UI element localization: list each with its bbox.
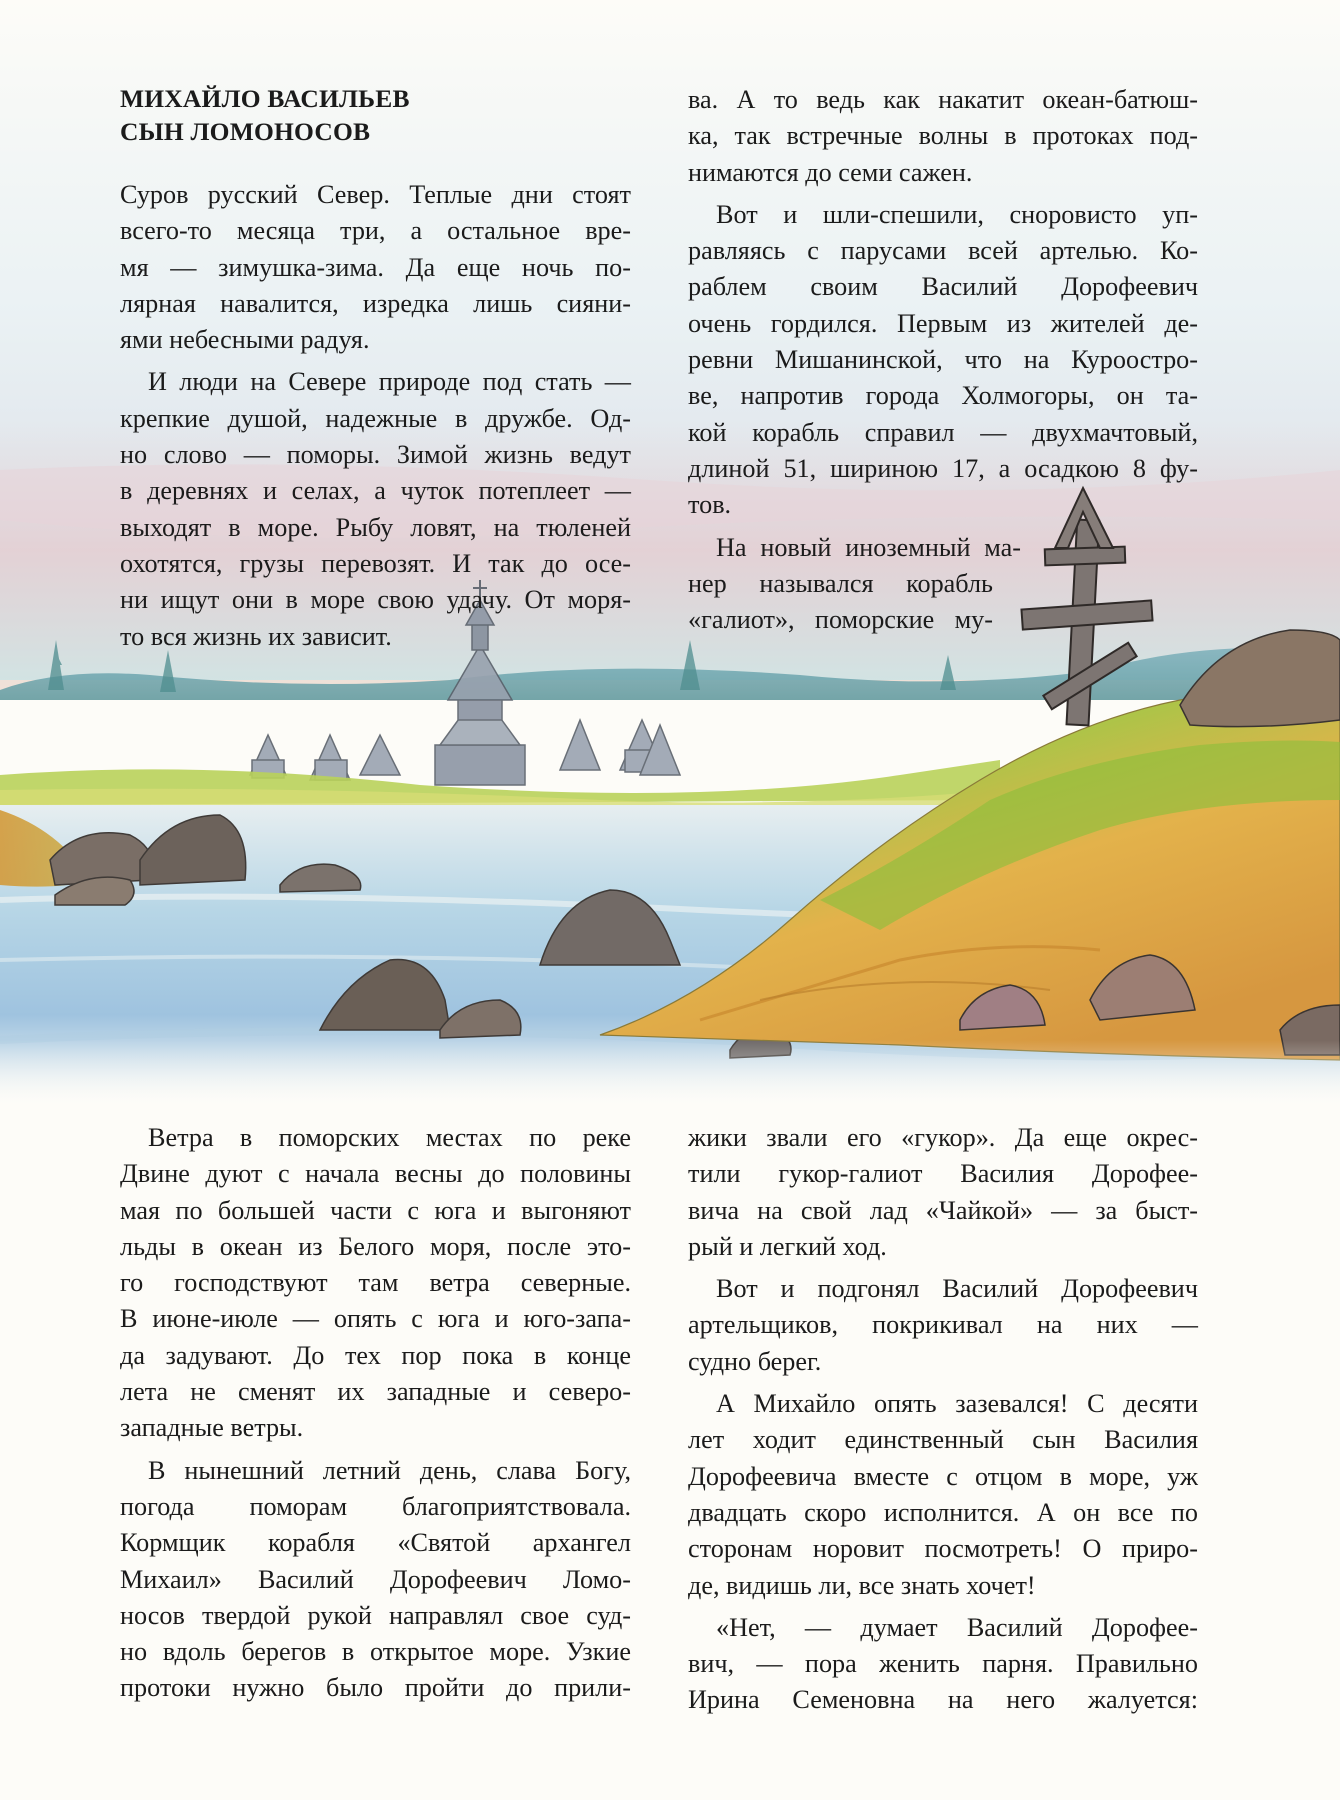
text-line: тили гукор-галиот Василия Дорофее- — [688, 1159, 1198, 1189]
text-line: нер назывался корабль — [688, 568, 993, 598]
text-line: носов твердой рукой направлял свое суд- — [120, 1600, 631, 1630]
text-line: кой корабль справил — двухмачтовый, — [688, 417, 1198, 447]
text-line: вич, — пора женить парня. Правильно — [688, 1649, 1198, 1679]
text-line: тов. — [688, 490, 732, 520]
text-line: мя — зимушка-зима. Да еще ночь по- — [120, 252, 631, 282]
text-line: выходят в море. Рыбу ловят, на тюленей — [120, 512, 631, 542]
text-line: двадцать скоро исполнится. А он все по — [688, 1497, 1198, 1527]
text-line: рый и легкий ход. — [688, 1231, 887, 1261]
text-line: «галиот», поморские му- — [688, 605, 993, 635]
text-line: погода поморам благоприятствовала. — [120, 1491, 631, 1521]
text-line: ва. А то ведь как накатит океан-батюш- — [688, 85, 1198, 114]
text-line: да задувают. До тех пор пока в конце — [120, 1340, 631, 1370]
text-line: Суров русский Север. Теплые дни стоят — [120, 180, 631, 209]
text-line: то вся жизнь их зависит. — [120, 621, 392, 651]
text-line: Двине дуют с начала весны до половины — [120, 1159, 631, 1189]
text-line: крепкие душой, надежные в дружбе. Од- — [120, 403, 631, 433]
text-line: ни ищут они в море свою удачу. От моря- — [120, 585, 631, 615]
text-column-right-bottom — [688, 1120, 1198, 1719]
text-line: длиной 51, шириною 17, а осадкою 8 фу- — [688, 453, 1198, 483]
text-line: го господствуют там ветра северные. — [120, 1268, 631, 1298]
text-line: мая по большей части с юга и выгоняют — [120, 1195, 631, 1225]
text-line: ка, так встречные волны в протоках под- — [688, 121, 1198, 151]
text-line: Ветра в поморских местах по реке — [148, 1123, 631, 1152]
text-line: ревни Мишанинской, что на Куроостро- — [688, 345, 1198, 375]
text-line: На новый иноземный ма- — [716, 532, 1021, 562]
text-line: ве, напротив города Холмогоры, он та- — [688, 381, 1198, 411]
text-column-right-top — [688, 82, 1198, 638]
text-line: сторонам норовит посмотреть! О приро- — [688, 1534, 1198, 1564]
text-line: Дорофеевича вместе с отцом в море, уж — [688, 1461, 1198, 1491]
text-line: нимаются до семи сажен. — [688, 157, 973, 187]
text-line: ями небесными радуя. — [120, 325, 370, 355]
text-line: охотятся, грузы перевозят. И так до осе- — [120, 548, 631, 578]
text-line: В июне-июле — опять с юга и юго-запа- — [120, 1304, 631, 1334]
text-column-left-top — [120, 82, 631, 655]
text-line: Михаил» Василий Дорофеевич Ломо- — [120, 1564, 631, 1594]
text-line: очень гордился. Первым из жителей де- — [688, 308, 1198, 338]
text-line: но вдоль берегов в открытое море. Узкие — [120, 1637, 631, 1667]
text-line: вича на свой лад «Чайкой» — за быст- — [688, 1195, 1198, 1225]
text-line: И люди на Севере природе под стать — — [148, 367, 631, 397]
text-line: де, видишь ли, все знать хочет! — [688, 1570, 1036, 1600]
text-line: но слово — поморы. Зимой жизнь ведут — [120, 440, 631, 470]
article-title — [120, 82, 631, 148]
text-line: лета не сменят их западные и северо- — [120, 1377, 631, 1407]
text-line: Ирина Семеновна на него жалуется: — [688, 1685, 1198, 1715]
text-line: В нынешний летний день, слава Богу, — [148, 1455, 631, 1485]
text-line: Вот и шли-спешили, сноровисто уп- — [716, 199, 1198, 229]
text-line: А Михайло опять зазевался! С десяти — [716, 1389, 1198, 1419]
text-line: равляясь с парусами всей артелью. Ко- — [688, 236, 1198, 266]
text-line: Кормщик корабля «Святой архангел — [120, 1528, 631, 1558]
text-line: западные ветры. — [120, 1413, 304, 1443]
text-line: раблем своим Василий Дорофеевич — [688, 272, 1198, 302]
text-column-left-bottom — [120, 1120, 631, 1707]
text-line: льды в океан из Белого моря, после это- — [120, 1231, 631, 1261]
text-line: судно берег. — [688, 1346, 822, 1376]
title-line: МИХАЙЛО ВАСИЛЬЕВ — [120, 84, 410, 113]
text-line: протоки нужно было пройти до прили- — [120, 1673, 631, 1703]
text-line: в деревнях и селах, а чуток потеплеет — — [120, 476, 631, 506]
title-line: СЫН ЛОМОНОСОВ — [120, 117, 371, 146]
text-line: «Нет, — думает Василий Дорофее- — [716, 1612, 1198, 1642]
text-line: Вот и подгонял Василий Дорофеевич — [716, 1274, 1198, 1304]
text-line: жики звали его «гукор». Да еще окрес- — [688, 1123, 1198, 1152]
text-line: артельщиков, покрикивал на них — — [688, 1310, 1198, 1340]
text-line: всего-то месяца три, а остальное вре- — [120, 216, 631, 246]
text-line: лярная навалится, изредка лишь сияни- — [120, 288, 631, 318]
text-line: лет ходит единственный сын Василия — [688, 1425, 1198, 1455]
